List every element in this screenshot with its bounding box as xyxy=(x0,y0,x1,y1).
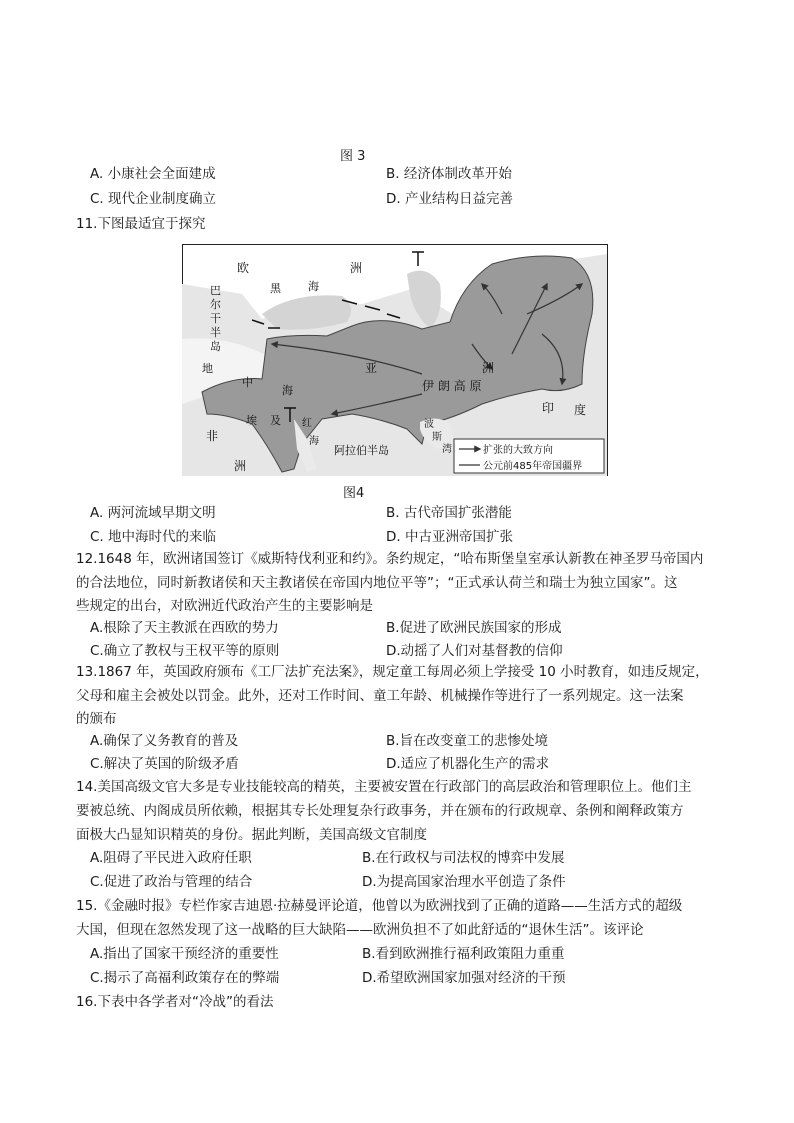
svg-text:波: 波 xyxy=(424,419,434,430)
svg-text:洲: 洲 xyxy=(482,361,495,375)
svg-text:亚: 亚 xyxy=(365,361,378,375)
svg-text:阿拉伯半岛: 阿拉伯半岛 xyxy=(334,444,389,457)
legend-arrow-label: 扩张的大致方向 xyxy=(483,445,553,456)
svg-text:湾: 湾 xyxy=(442,444,452,455)
q12-option-d: D.动摇了人们对基督教的信仰 xyxy=(386,643,563,659)
q13-option-b: B.旨在改变童工的悲惨处境 xyxy=(386,733,549,749)
q15-option-b: B.看到欧洲推行福利政策阻力重重 xyxy=(362,946,565,962)
q13-option-d: D.适应了机器化生产的需求 xyxy=(386,756,550,772)
q12-option-a: A.根除了天主教派在西欧的势力 xyxy=(90,620,279,636)
svg-text:非: 非 xyxy=(206,429,219,443)
q11-option-c: C. 地中海时代的来临 xyxy=(90,529,217,545)
q11-option-d: D. 中古亚洲帝国扩张 xyxy=(386,529,513,545)
svg-text:印: 印 xyxy=(542,401,555,415)
q12-option-b: B.促进了欧洲民族国家的形成 xyxy=(386,620,562,636)
q12-line-2: 的合法地位，同时新教诸侯和天主教诸侯在帝国内地位平等”；“正式承认荷兰和瑞士为独立国家”。这 xyxy=(76,575,678,591)
q13-line-3: 的颁布 xyxy=(76,711,117,727)
q12-option-c: C.确立了教权与王权平等的原则 xyxy=(90,643,280,659)
svg-text:埃: 埃 xyxy=(246,414,257,427)
q14-option-b: B.在行政权与司法权的博弈中发展 xyxy=(362,850,565,866)
persian-empire-map xyxy=(182,244,608,476)
q14-line-1: 14.美国高级文官大多是专业技能较高的精英，主要被安置在行政部门的高层政治和管理职位上。他们主 xyxy=(76,779,692,795)
q15-line-1: 15.《金融时报》专栏作家吉迪恩·拉赫曼评论道，他曾以为欧洲找到了正确的道路——生活方式的超级 xyxy=(76,898,683,914)
svg-text:欧: 欧 xyxy=(237,261,250,275)
svg-text:海: 海 xyxy=(309,436,319,447)
legend-border-label: 公元前485年帝国疆界 xyxy=(483,461,583,472)
svg-text:半: 半 xyxy=(210,326,221,339)
q11-option-b: B. 古代帝国扩张潜能 xyxy=(386,505,512,521)
svg-text:伊 朗 高 原: 伊 朗 高 原 xyxy=(422,379,482,393)
q15-option-a: A.指出了国家干预经济的重要性 xyxy=(90,946,279,962)
q15-line-2: 大国，但现在忽然发现了这一战略的巨大缺陷——欧洲负担不了如此舒适的“退休生活”。该评论 xyxy=(76,922,644,938)
q11-stem: 11.下图最适宜于探究 xyxy=(76,216,206,232)
q15-option-d: D.希望欧洲国家加强对经济的干预 xyxy=(362,970,566,986)
svg-text:黑: 黑 xyxy=(270,282,281,295)
svg-text:巴: 巴 xyxy=(210,284,221,297)
q12-line-1: 12.1648 年，欧洲诸国签订《威斯特伐利亚和约》。条约规定，“哈布斯堡皇室承认新教在神圣罗马帝国内 xyxy=(76,551,704,567)
svg-text:中: 中 xyxy=(242,376,253,389)
svg-text:海: 海 xyxy=(308,280,319,293)
q10-option-c: C. 现代企业制度确立 xyxy=(90,191,217,207)
q14-line-3: 面极大凸显知识精英的身份。据此判断，美国高级文官制度 xyxy=(76,827,427,843)
svg-text:洲: 洲 xyxy=(234,459,247,473)
svg-text:地: 地 xyxy=(202,362,213,375)
figure-4-caption: 图4 xyxy=(343,486,365,501)
q11-option-a: A. 两河流域早期文明 xyxy=(90,505,216,521)
svg-text:海: 海 xyxy=(282,384,293,397)
q14-option-a: A.阻碍了平民进入政府任职 xyxy=(90,850,252,866)
figure-3-caption: 图 3 xyxy=(340,149,366,164)
q12-line-3: 些规定的出台，对欧洲近代政治产生的主要影响是 xyxy=(76,598,373,614)
svg-text:洲: 洲 xyxy=(350,261,363,275)
q10-option-b: B. 经济体制改革开始 xyxy=(386,166,512,182)
q13-line-1: 13.1867 年，英国政府颁布《工厂法扩充法案》，规定童工每周必须上学接受 10 小时教育，如违反规定， xyxy=(76,664,709,680)
svg-text:及: 及 xyxy=(270,414,281,427)
q15-option-c: C.揭示了高福利政策存在的弊端 xyxy=(90,970,280,986)
q13-line-2: 父母和雇主会被处以罚金。此外，还对工作时间、童工年龄、机械操作等进行了一系列规定。这一法案 xyxy=(76,688,684,704)
q16-stem: 16.下表中各学者对“冷战”的看法 xyxy=(76,994,274,1010)
q14-option-d: D.为提高国家治理水平创造了条件 xyxy=(362,874,566,890)
svg-text:斯: 斯 xyxy=(432,432,442,443)
svg-text:红: 红 xyxy=(302,418,312,429)
svg-text:干: 干 xyxy=(210,312,221,325)
q10-option-a: A. 小康社会全面建成 xyxy=(90,166,216,182)
q14-line-2: 要被总统、内阁成员所依赖，根据其专长处理复杂行政事务，并在颁布的行政规章、条例和阐释政策方 xyxy=(76,803,684,819)
q13-option-a: A.确保了义务教育的普及 xyxy=(90,733,239,749)
svg-text:尔: 尔 xyxy=(210,298,221,311)
svg-text:度: 度 xyxy=(574,403,587,417)
q14-option-c: C.促进了政治与管理的结合 xyxy=(90,874,253,890)
svg-text:岛: 岛 xyxy=(210,340,221,353)
map-legend xyxy=(454,439,604,473)
q10-option-d: D. 产业结构日益完善 xyxy=(386,191,513,207)
q13-option-c: C.解决了英国的阶级矛盾 xyxy=(90,756,239,772)
